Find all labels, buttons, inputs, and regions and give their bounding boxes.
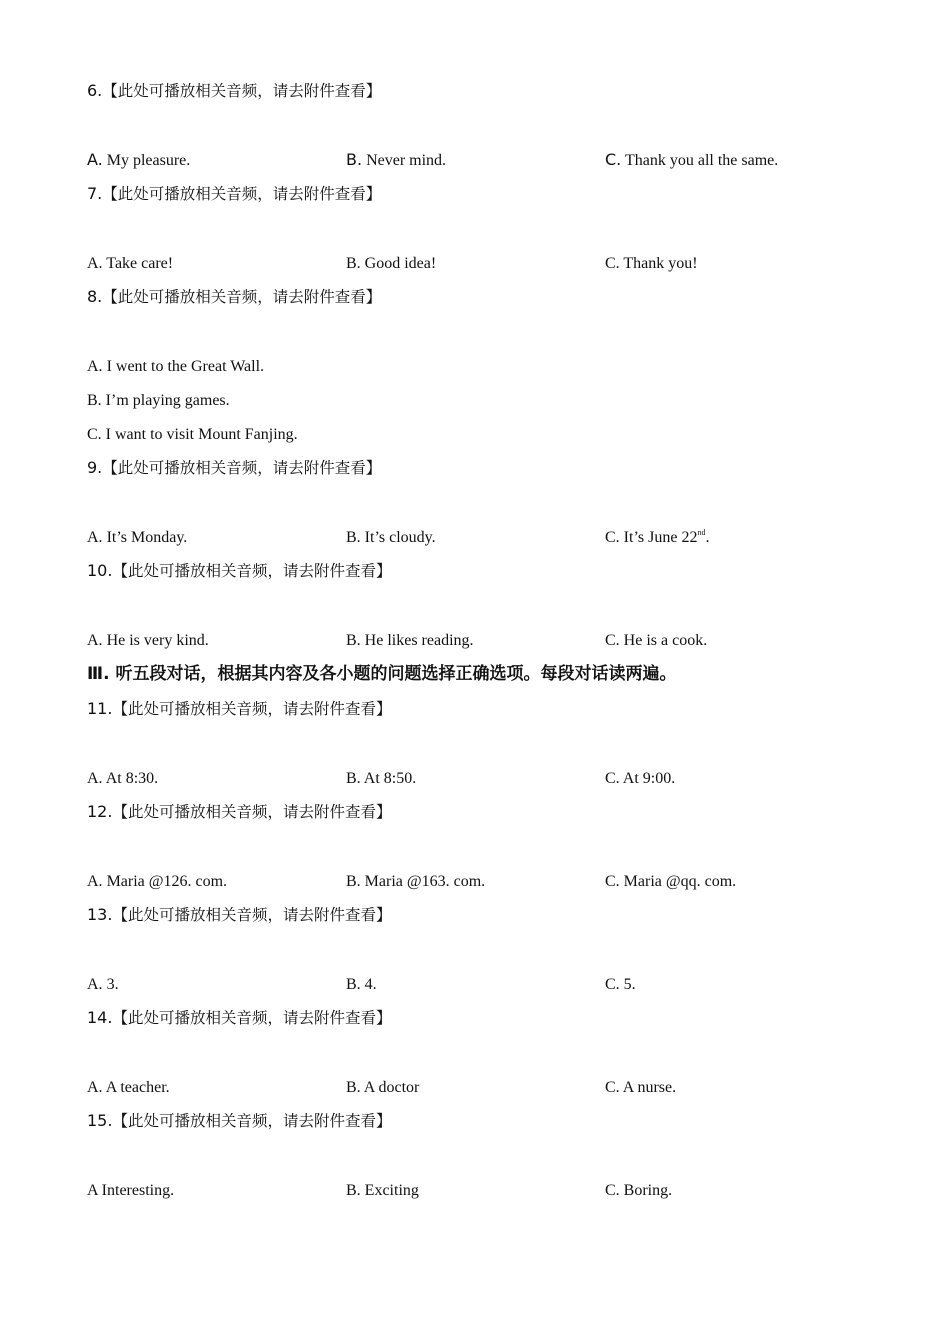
option-text: 5. (623, 976, 636, 993)
question-14 (87, 1008, 391, 1028)
option-letter: C. (605, 770, 620, 787)
question-number: 8. (87, 287, 103, 306)
option-8-a (87, 357, 264, 377)
option-9-a (87, 528, 187, 548)
option-14-a (87, 1078, 170, 1098)
audio-note: 【此处可播放相关音频，请去附件查看】 (102, 288, 382, 306)
option-letter: C. (605, 1182, 620, 1199)
audio-note: 【此处可播放相关音频，请去附件查看】 (112, 906, 392, 924)
option-15-b (346, 1181, 419, 1201)
option-letter: A. (87, 1079, 103, 1096)
ordinal-superscript: nd (697, 528, 706, 537)
option-letter: A (87, 1182, 98, 1199)
option-text: He is a cook. (623, 632, 708, 649)
option-text: I’m playing games. (105, 392, 230, 409)
option-letter: A. (87, 255, 103, 272)
option-text: Never mind. (366, 152, 447, 169)
option-letter: C. (605, 1079, 620, 1096)
option-letter: A. (87, 632, 103, 649)
option-6-c (605, 150, 778, 171)
option-letter: C. (87, 426, 102, 443)
question-13 (87, 905, 391, 925)
audio-note: 【此处可播放相关音频，请去附件查看】 (112, 1112, 392, 1130)
option-13-c (605, 975, 636, 995)
option-14-c (605, 1078, 676, 1098)
option-text: A doctor (363, 1079, 420, 1096)
option-text: My pleasure. (106, 152, 191, 169)
option-letter: A. (87, 150, 103, 169)
option-8-c (87, 425, 298, 445)
audio-note: 【此处可播放相关音频，请去附件查看】 (102, 459, 382, 477)
option-text: At 8:50. (363, 770, 417, 787)
option-13-b (346, 975, 377, 995)
option-10-c (605, 631, 707, 651)
option-letter: B. (346, 770, 361, 787)
option-letter: B. (346, 632, 361, 649)
question-6 (87, 81, 381, 101)
option-letter: A. (87, 976, 103, 993)
option-15-c (605, 1181, 672, 1201)
option-6-b (346, 150, 446, 171)
audio-note: 【此处可播放相关音频，请去附件查看】 (112, 1009, 392, 1027)
option-9-c (605, 528, 709, 548)
question-8 (87, 287, 381, 307)
option-letter: B. (346, 1182, 361, 1199)
option-letter: B. (87, 392, 102, 409)
audio-note: 【此处可播放相关音频，请去附件查看】 (102, 185, 382, 203)
option-text-end: . (705, 529, 710, 546)
option-text: It’s June 22 (623, 529, 698, 546)
option-letter: A. (87, 358, 103, 375)
question-number: 14. (87, 1008, 113, 1027)
option-text: Thank you all the same. (624, 152, 779, 169)
question-number: 7. (87, 184, 103, 203)
option-8-b (87, 391, 230, 411)
question-7 (87, 184, 381, 204)
option-7-a (87, 254, 173, 274)
option-11-c (605, 769, 675, 789)
option-letter: C. (605, 976, 620, 993)
option-11-a (87, 769, 158, 789)
option-text: I went to the Great Wall. (106, 358, 265, 375)
option-letter: A. (87, 529, 103, 546)
option-10-b (346, 631, 474, 651)
audio-note: 【此处可播放相关音频，请去附件查看】 (112, 562, 392, 580)
option-text: It’s Monday. (106, 529, 188, 546)
question-number: 12. (87, 802, 113, 821)
option-text: At 9:00. (622, 770, 676, 787)
option-letter: A. (87, 873, 103, 890)
option-letter: C. (605, 150, 622, 169)
option-7-b (346, 254, 436, 274)
question-number: 9. (87, 458, 103, 477)
option-text: It’s cloudy. (364, 529, 436, 546)
option-letter: B. (346, 150, 363, 169)
option-11-b (346, 769, 416, 789)
option-12-a (87, 872, 227, 892)
option-7-c (605, 254, 698, 274)
audio-note: 【此处可播放相关音频，请去附件查看】 (102, 82, 382, 100)
option-15-a (87, 1181, 174, 1201)
option-text: Interesting. (101, 1182, 175, 1199)
option-text: 3. (106, 976, 119, 993)
option-text: Maria @126. com. (106, 873, 228, 890)
option-letter: B. (346, 976, 361, 993)
option-text: 4. (364, 976, 377, 993)
option-letter: B. (346, 873, 361, 890)
question-number: 13. (87, 905, 113, 924)
option-letter: C. (605, 632, 620, 649)
option-6-a (87, 150, 190, 171)
audio-note: 【此处可播放相关音频，请去附件查看】 (112, 700, 392, 718)
option-text: I want to visit Mount Fanjing. (105, 426, 298, 443)
question-11 (87, 699, 391, 719)
question-10 (87, 561, 391, 581)
option-letter: A. (87, 770, 103, 787)
option-10-a (87, 631, 209, 651)
option-12-c (605, 872, 736, 892)
option-letter: B. (346, 529, 361, 546)
option-letter: B. (346, 1079, 361, 1096)
option-text: At 8:30. (105, 770, 159, 787)
option-text: Take care! (106, 255, 174, 272)
option-text: He is very kind. (106, 632, 209, 649)
option-13-a (87, 975, 119, 995)
option-letter: C. (605, 529, 620, 546)
option-text: Exciting (364, 1182, 419, 1199)
question-12 (87, 802, 391, 822)
question-number: 10. (87, 561, 113, 580)
option-text: A teacher. (105, 1079, 170, 1096)
option-text: Maria @qq. com. (623, 873, 737, 890)
option-text: Boring. (623, 1182, 673, 1199)
option-letter: B. (346, 255, 361, 272)
question-15 (87, 1111, 391, 1131)
question-number: 6. (87, 81, 103, 100)
option-text: A nurse. (622, 1079, 677, 1096)
section-3-heading: Ⅲ. 听五段对话，根据其内容及各小题的问题选择正确选项。每段对话读两遍。 (87, 664, 677, 684)
option-text: Maria @163. com. (364, 873, 486, 890)
question-number: 15. (87, 1111, 113, 1130)
audio-note: 【此处可播放相关音频，请去附件查看】 (112, 803, 392, 821)
question-9 (87, 458, 381, 478)
question-number: 11. (87, 699, 113, 718)
option-9-b (346, 528, 436, 548)
option-14-b (346, 1078, 419, 1098)
option-letter: C. (605, 255, 620, 272)
option-text: Thank you! (623, 255, 698, 272)
option-12-b (346, 872, 485, 892)
option-text: He likes reading. (364, 632, 474, 649)
option-text: Good idea! (364, 255, 437, 272)
option-letter: C. (605, 873, 620, 890)
